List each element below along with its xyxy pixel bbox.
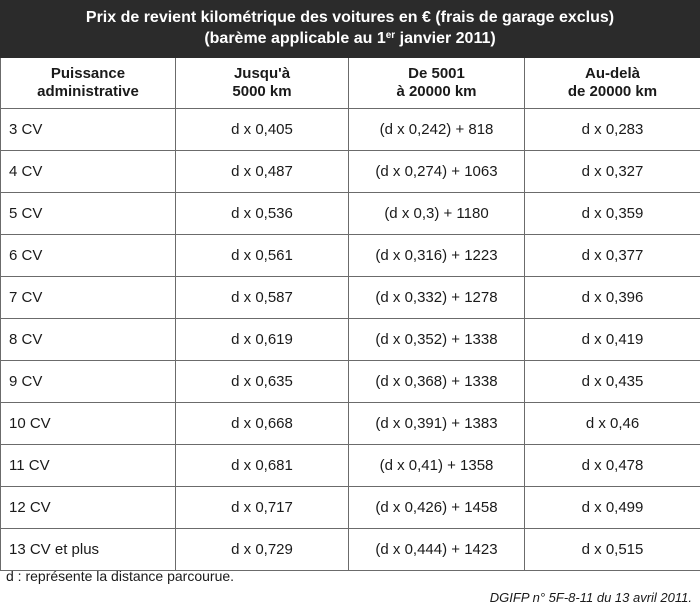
power-cell: 8 CV — [1, 318, 176, 360]
rates-table — [0, 58, 700, 571]
header-line: administrative — [37, 82, 139, 100]
rate-cell: d x 0,478 — [525, 444, 700, 486]
header-row — [1, 58, 700, 108]
title-line-2-prefix: (barème applicable au 1 — [204, 30, 386, 47]
rate-cell: (d x 0,368) + 1338 — [349, 360, 525, 402]
rate-cell: d x 0,536 — [176, 192, 349, 234]
rate-cell: (d x 0,242) + 818 — [349, 108, 525, 150]
rate-cell: d x 0,668 — [176, 402, 349, 444]
rate-cell: (d x 0,274) + 1063 — [349, 150, 525, 192]
rate-cell: d x 0,561 — [176, 234, 349, 276]
rate-cell: d x 0,405 — [176, 108, 349, 150]
table-row — [1, 150, 700, 192]
rate-cell: (d x 0,3) + 1180 — [349, 192, 525, 234]
title-line-2-suffix: janvier 2011) — [395, 30, 496, 47]
rate-cell: d x 0,619 — [176, 318, 349, 360]
rate-cell: (d x 0,391) + 1383 — [349, 402, 525, 444]
table-row — [1, 234, 700, 276]
table-row — [1, 108, 700, 150]
table-row — [1, 444, 700, 486]
rate-cell: (d x 0,316) + 1223 — [349, 234, 525, 276]
power-cell: 11 CV — [1, 444, 176, 486]
source-reference: DGIFP n° 5F-8-11 du 13 avril 2011. — [489, 590, 692, 605]
footnote: d : représente la distance parcourue. — [6, 568, 235, 584]
rate-cell: d x 0,729 — [176, 528, 349, 570]
header-line: Puissance — [50, 64, 126, 82]
table-title — [0, 0, 700, 58]
power-cell: 7 CV — [1, 276, 176, 318]
rate-cell: d x 0,435 — [525, 360, 700, 402]
table-row — [1, 360, 700, 402]
table-row — [1, 486, 700, 528]
rate-cell: d x 0,283 — [525, 108, 700, 150]
power-cell: 5 CV — [1, 192, 176, 234]
table-row — [1, 528, 700, 570]
rate-cell: d x 0,499 — [525, 486, 700, 528]
header-line: à 20000 km — [396, 82, 477, 100]
header-line: Jusqu'à — [233, 64, 291, 82]
table-row — [1, 402, 700, 444]
table-row — [1, 192, 700, 234]
title-line-2-sup: er — [385, 30, 396, 41]
rate-cell: d x 0,419 — [525, 318, 700, 360]
table-body — [1, 108, 700, 570]
rate-cell: (d x 0,332) + 1278 — [349, 276, 525, 318]
header-line: de 20000 km — [567, 82, 658, 100]
rate-cell: d x 0,487 — [176, 150, 349, 192]
rate-cell: d x 0,587 — [176, 276, 349, 318]
header-line: 5000 km — [232, 82, 292, 100]
rate-cell: (d x 0,444) + 1423 — [349, 528, 525, 570]
table-row — [1, 318, 700, 360]
title-line-2 — [0, 28, 700, 49]
power-cell: 4 CV — [1, 150, 176, 192]
header-cell — [1, 58, 176, 108]
power-cell: 13 CV et plus — [1, 528, 176, 570]
power-cell: 9 CV — [1, 360, 176, 402]
rate-cell: d x 0,681 — [176, 444, 349, 486]
power-cell: 12 CV — [1, 486, 176, 528]
rate-cell: (d x 0,41) + 1358 — [349, 444, 525, 486]
power-cell: 10 CV — [1, 402, 176, 444]
title-line-1: Prix de revient kilométrique des voitures en € (frais de garage exclus) — [85, 9, 615, 26]
rate-cell: d x 0,327 — [525, 150, 700, 192]
power-cell: 3 CV — [1, 108, 176, 150]
header-line: De 5001 — [408, 64, 465, 82]
rate-cell: d x 0,515 — [525, 528, 700, 570]
header-line: Au-delà — [584, 64, 640, 82]
table-row — [1, 276, 700, 318]
rate-cell: d x 0,635 — [176, 360, 349, 402]
rate-cell: d x 0,717 — [176, 486, 349, 528]
rate-cell: d x 0,377 — [525, 234, 700, 276]
rate-cell: d x 0,46 — [525, 402, 700, 444]
rate-cell: d x 0,396 — [525, 276, 700, 318]
rate-cell: (d x 0,352) + 1338 — [349, 318, 525, 360]
header-cell — [525, 58, 700, 108]
power-cell: 6 CV — [1, 234, 176, 276]
rate-cell: (d x 0,426) + 1458 — [349, 486, 525, 528]
header-cell — [349, 58, 525, 108]
header-cell — [176, 58, 349, 108]
rate-cell: d x 0,359 — [525, 192, 700, 234]
